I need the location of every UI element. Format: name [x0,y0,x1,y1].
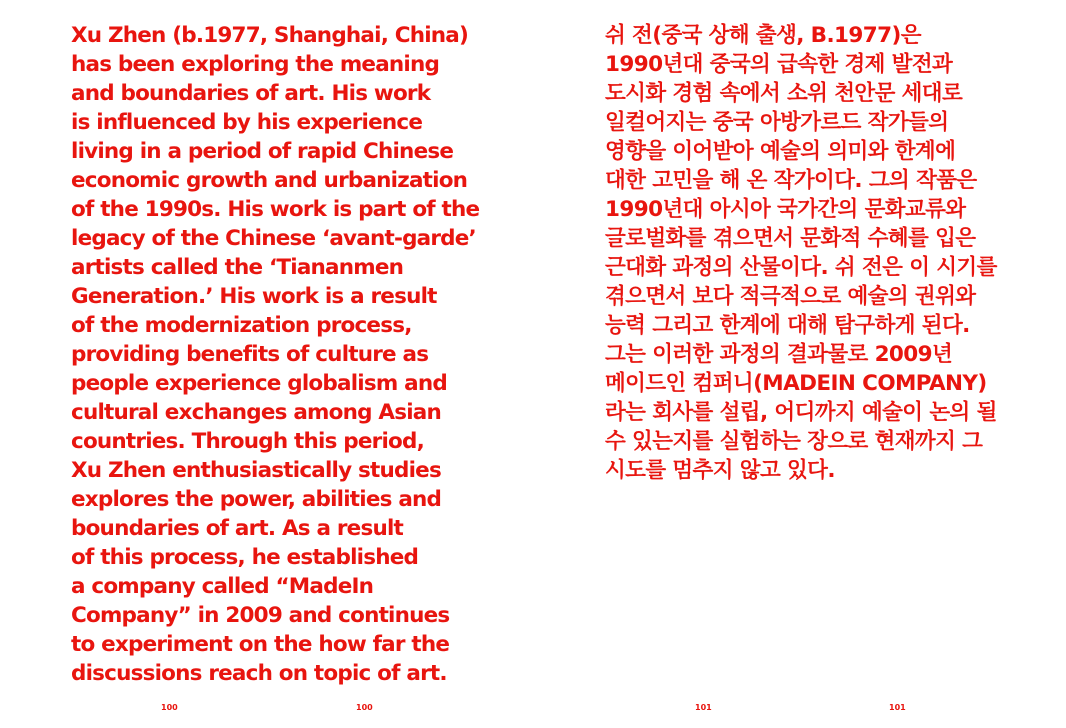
text-line: Xu Zhen (b.1977, Shanghai, China) [71,23,469,48]
text-line: to experiment on the how far the [71,632,450,657]
text-line: economic growth and urbanization [71,168,468,193]
text-line: 1990년대 아시아 국가간의 문화교류와 [605,197,966,222]
right-page [533,0,1066,728]
page-number: 100 [356,703,373,712]
text-line: 도시화 경험 속에서 소위 천안문 세대로 [605,81,963,106]
text-line: cultural exchanges among Asian [71,400,442,425]
text-line: 시도를 멈추지 않고 있다. [605,458,835,483]
text-line: countries. Through this period, [71,429,424,454]
text-line: Company” in 2009 and continues [71,603,450,628]
text-line: a company called “MadeIn [71,574,374,599]
text-line: 영향을 이어받아 예술의 의미와 한계에 [605,139,956,164]
text-line: artists called the ‘Tiananmen [71,255,404,280]
text-line: 글로벌화를 겪으면서 문화적 수혜를 입은 [605,226,976,251]
text-line: is influenced by his experience [71,110,423,135]
english-biography-text [71,21,479,688]
text-line: 일컬어지는 중국 아방가르드 작가들의 [605,110,949,135]
text-line: has been exploring the meaning [71,52,440,77]
text-line: 라는 회사를 설립, 어디까지 예술이 논의 될 [605,400,997,425]
page-number: 101 [889,703,906,712]
korean-biography-text [605,21,997,485]
page-number: 101 [695,703,712,712]
text-line: 그는 이러한 과정의 결과물로 2009년 [605,342,953,367]
text-line: of this process, he established [71,545,419,570]
text-line: living in a period of rapid Chinese [71,139,454,164]
text-line: of the 1990s. His work is part of the [71,197,480,222]
text-line: 겪으면서 보다 적극적으로 예술의 권위와 [605,284,976,309]
text-line: legacy of the Chinese ‘avant-garde’ [71,226,476,251]
text-line: people experience globalism and [71,371,447,396]
text-line: 메이드인 컴퍼니(MADEIN COMPANY) [605,371,987,396]
text-line: 쉬 전(중국 상해 출생, B.1977)은 [605,23,921,48]
text-line: Xu Zhen enthusiastically studies [71,458,441,483]
text-line: 능력 그리고 한계에 대해 탐구하게 된다. [605,313,970,338]
text-line: of the modernization process, [71,313,412,338]
text-line: 1990년대 중국의 급속한 경제 발전과 [605,52,953,77]
text-line: Generation.’ His work is a result [71,284,437,309]
text-line: and boundaries of art. His work [71,81,431,106]
text-line: 근대화 과정의 산물이다. 쉬 전은 이 시기를 [605,255,997,280]
text-line: 수 있는지를 실험하는 장으로 현재까지 그 [605,429,983,454]
text-line: boundaries of art. As a result [71,516,404,541]
text-line: discussions reach on topic of art. [71,661,447,686]
text-line: 대한 고민을 해 온 작가이다. 그의 작품은 [605,168,977,193]
text-line: explores the power, abilities and [71,487,442,512]
text-line: providing benefits of culture as [71,342,429,367]
page-number: 100 [161,703,178,712]
